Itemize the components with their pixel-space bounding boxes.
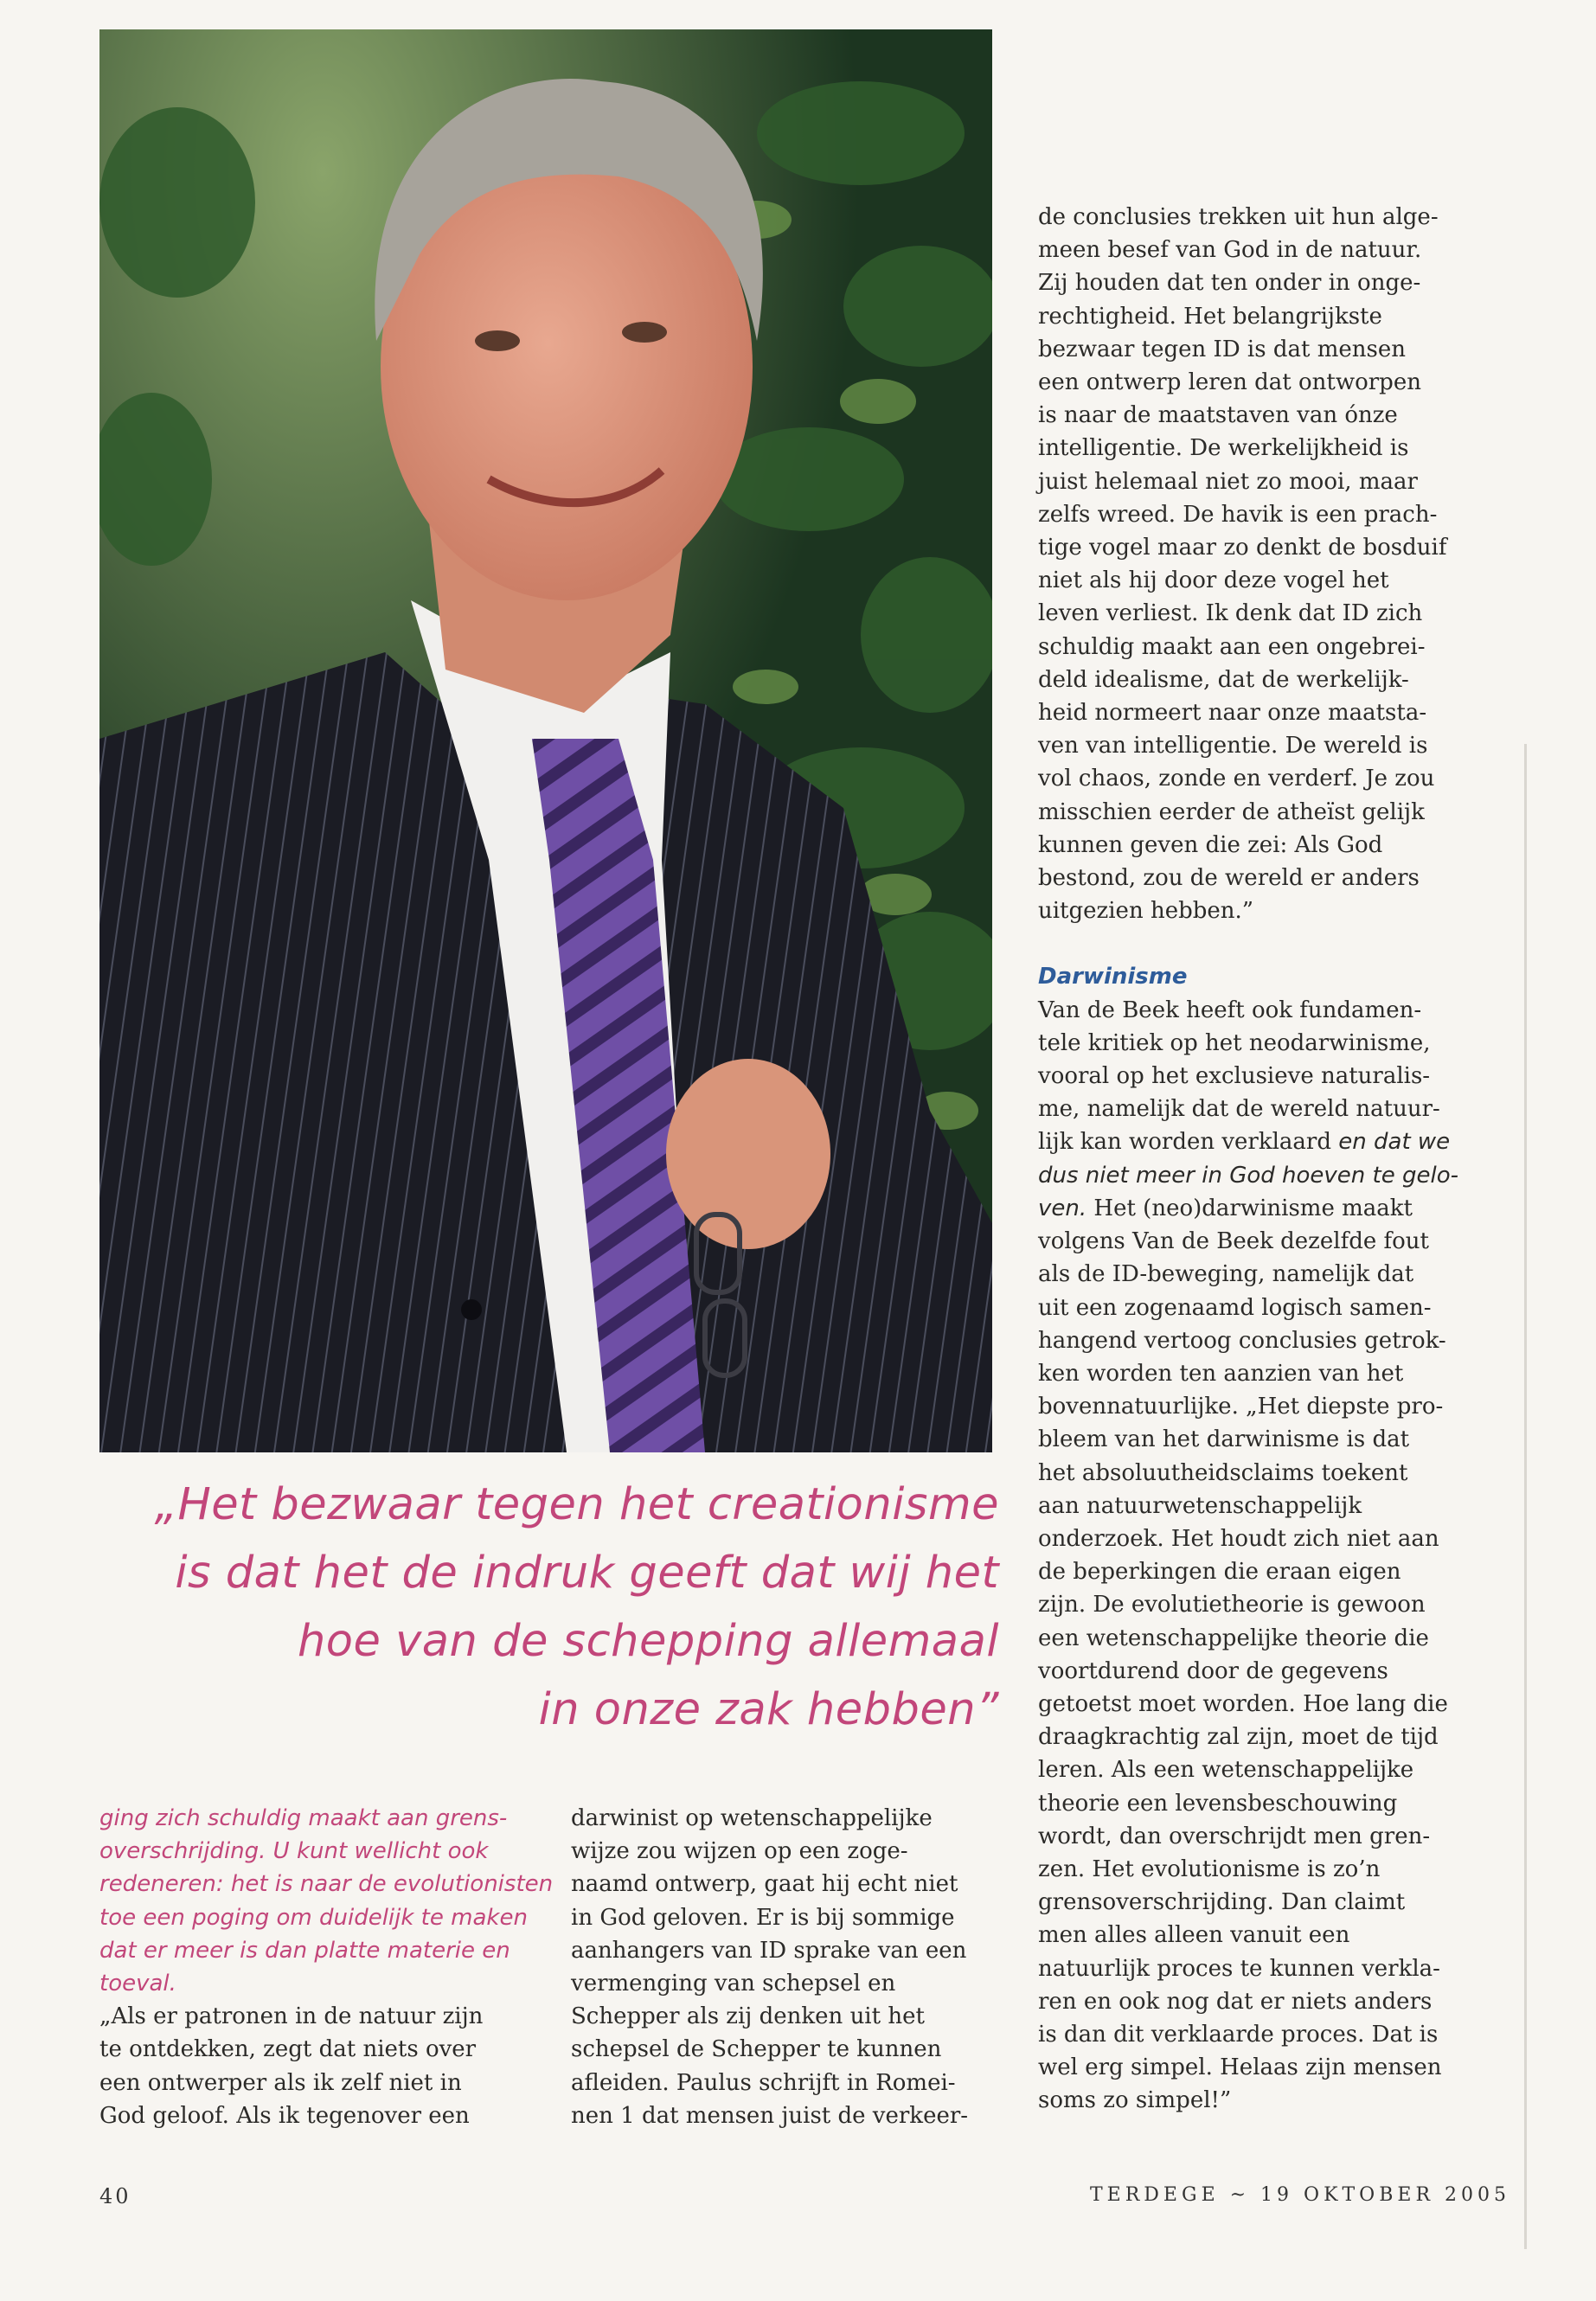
body-text-line: volgens Van de Beek dezelfde fout	[1038, 1228, 1429, 1255]
body-text-line: uit een zogenaamd logisch samen-	[1038, 1294, 1432, 1321]
right-column	[1038, 201, 1488, 2118]
body-text-line: vooral op het exclusieve naturalis-	[1038, 1063, 1431, 1090]
body-text-line: heid normeert naar onze maatsta-	[1038, 700, 1427, 727]
body-text-line: zijn. De evolutietheorie is gewoon	[1038, 1592, 1426, 1618]
body-text-line: is naar de maatstaven van ónze	[1038, 402, 1398, 429]
body-text-line: leven verliest. Ik denk dat ID zich	[1038, 600, 1423, 627]
body-text-line: uitgezien hebben.”	[1038, 898, 1254, 925]
body-text-line: ren en ook nog dat er niets anders	[1038, 1988, 1433, 2015]
body-text-line: tele kritiek op het neodarwinisme,	[1038, 1029, 1431, 1056]
body-text-line: draagkrachtig zal zijn, moet de tijd	[1038, 1724, 1439, 1751]
italic-question-line: toeval.	[99, 1971, 176, 1997]
body-text-line: niet als hij door deze vogel het	[1038, 567, 1389, 594]
body-text-line: Schepper als zij denken uit het	[571, 2003, 925, 2030]
italic-fragment: en dat we	[1338, 1129, 1451, 1156]
body-text-line: natuurlijk proces te kunnen verkla-	[1038, 1955, 1440, 1982]
body-text-line: afleiden. Paulus schrijft in Romei-	[571, 2069, 956, 2096]
body-text-line: in God geloven. Er is bij sommige	[571, 1904, 955, 1931]
body-text-line: is dan dit verklaarde proces. Dat is	[1038, 2021, 1439, 2048]
italic-question-line: ging zich schuldig maakt aan grens-	[99, 1805, 508, 1831]
body-text-line: onderzoek. Het houdt zich niet aan	[1038, 1525, 1439, 1552]
pull-quote-line: is dat het de indruk geeft dat wij het	[175, 1548, 999, 1599]
italic-question-line: overschrijding. U kunt wellicht ook	[99, 1838, 489, 1865]
body-text-mixed-line	[1038, 1125, 1488, 1158]
body-text-line: tige vogel maar zo denkt de bosduif	[1038, 535, 1447, 561]
body-text-line: Van de Beek heeft ook fundamen-	[1038, 997, 1422, 1023]
body-text-line: ven van intelligentie. De wereld is	[1038, 733, 1428, 760]
body-text-line: nen 1 dat mensen juist de verkeer-	[571, 2102, 969, 2129]
body-text-line: me, namelijk dat de wereld natuur-	[1038, 1096, 1440, 1123]
body-text-line: een ontwerp leren dat ontworpen	[1038, 369, 1421, 396]
italic-question-line: toe een poging om duidelijk te maken	[99, 1904, 528, 1931]
left-column	[99, 1802, 554, 2132]
plain-fragment: Het (neo)darwinisme maakt	[1086, 1195, 1413, 1221]
body-text-line: juist helemaal niet zo mooi, maar	[1038, 468, 1418, 495]
body-text-line: voortdurend door de gegevens	[1038, 1657, 1388, 1684]
body-text-line: kunnen geven die zei: Als God	[1038, 831, 1383, 858]
body-text-line: bestond, zou de wereld er anders	[1038, 865, 1420, 892]
margin-rule	[1524, 744, 1527, 2249]
italic-question-line: dat er meer is dan platte materie en	[99, 1937, 510, 1964]
body-text-line: God geloof. Als ik tegenover een	[99, 2102, 470, 2129]
italic-text-line: dus niet meer in God hoeven te gelo-	[1038, 1162, 1458, 1189]
body-text-line: getoetst moet worden. Hoe lang die	[1038, 1690, 1448, 1717]
middle-column	[571, 1802, 1021, 2132]
pull-quote-line: in onze zak hebben”	[538, 1684, 999, 1735]
body-text-line: ken worden ten aanzien van het	[1038, 1360, 1404, 1387]
body-text-line: rechtigheid. Het belangrijkste	[1038, 303, 1382, 330]
body-text-line: wordt, dan overschrijdt men gren-	[1038, 1823, 1431, 1849]
body-text-line: men alles alleen vanuit een	[1038, 1922, 1350, 1949]
body-text-line: een ontwerper als ik zelf niet in	[99, 2069, 462, 2096]
body-text-line: meen besef van God in de natuur.	[1038, 237, 1422, 264]
body-text-mixed-line	[1038, 1192, 1488, 1225]
body-text-line: wijze zou wijzen op een zoge-	[571, 1838, 908, 1865]
body-text-line: zelfs wreed. De havik is een prach-	[1038, 501, 1438, 528]
plain-fragment: lijk kan worden verklaard	[1038, 1129, 1339, 1156]
portrait-illustration	[99, 29, 992, 1452]
body-text-line: te ontdekken, zegt dat niets over	[99, 2036, 477, 2063]
body-text-line: darwinist op wetenschappelijke	[571, 1805, 933, 1831]
body-text-line: schepsel de Schepper te kunnen	[571, 2036, 942, 2063]
body-text-line: intelligentie. De werkelijkheid is	[1038, 435, 1409, 462]
body-text-line: als de ID-beweging, namelijk dat	[1038, 1261, 1414, 1288]
body-text-line: zen. Het evolutionisme is zo’n	[1038, 1856, 1381, 1882]
pull-quote-line: „Het bezwaar tegen het creationisme	[154, 1479, 999, 1530]
body-text-line: misschien eerder de atheïst gelijk	[1038, 798, 1425, 825]
body-text-line: de conclusies trekken uit hun alge-	[1038, 204, 1439, 230]
body-text-line: deld idealisme, dat de werkelijk-	[1038, 666, 1409, 693]
body-text-line: leren. Als een wetenschappelijke	[1038, 1757, 1414, 1784]
body-text-line: hangend vertoog conclusies getrok-	[1038, 1327, 1446, 1354]
body-text-line: vermenging van schepsel en	[571, 1971, 896, 1997]
publication-footer: TERDEGE ~ 19 OKTOBER 2005	[1090, 2184, 1510, 2206]
body-text-line: theorie een levensbeschouwing	[1038, 1790, 1398, 1817]
body-text-line: aan natuurwetenschappelijk	[1038, 1492, 1362, 1519]
body-text-line: bleem van het darwinisme is dat	[1038, 1426, 1410, 1453]
body-text-line: de beperkingen die eraan eigen	[1038, 1559, 1401, 1586]
body-text-line: wel erg simpel. Helaas zijn mensen	[1038, 2054, 1442, 2081]
page-number: 40	[99, 2184, 131, 2208]
pull-quote-line: hoe van de schepping allemaal	[297, 1616, 999, 1667]
body-text-line: het absoluutheidsclaims toekent	[1038, 1459, 1408, 1486]
body-text-line: aanhangers van ID sprake van een	[571, 1937, 967, 1964]
body-text-line: bezwaar tegen ID is dat mensen	[1038, 336, 1406, 362]
body-text-line: naamd ontwerp, gaat hij echt niet	[571, 1871, 958, 1898]
body-text-line: soms zo simpel!”	[1038, 2087, 1232, 2114]
body-text-line: Zij houden dat ten onder in onge-	[1038, 270, 1421, 297]
section-subheading: Darwinisme	[1038, 964, 1188, 990]
body-text-line: vol chaos, zonde en verderf. Je zou	[1038, 766, 1435, 792]
body-text-line: „Als er patronen in de natuur zijn	[99, 2003, 484, 2030]
body-text-line: grensoverschrijding. Dan claimt	[1038, 1889, 1406, 1916]
body-text-line: schuldig maakt aan een ongebrei-	[1038, 633, 1426, 660]
italic-fragment: ven.	[1038, 1195, 1087, 1221]
pull-quote	[99, 1471, 999, 1744]
italic-question-line: redeneren: het is naar de evolutionisten	[99, 1871, 554, 1898]
body-text-line: bovennatuurlijke. „Het diepste pro-	[1038, 1394, 1444, 1420]
portrait-photo	[99, 29, 992, 1452]
body-text-line: een wetenschappelijke theorie die	[1038, 1625, 1429, 1651]
